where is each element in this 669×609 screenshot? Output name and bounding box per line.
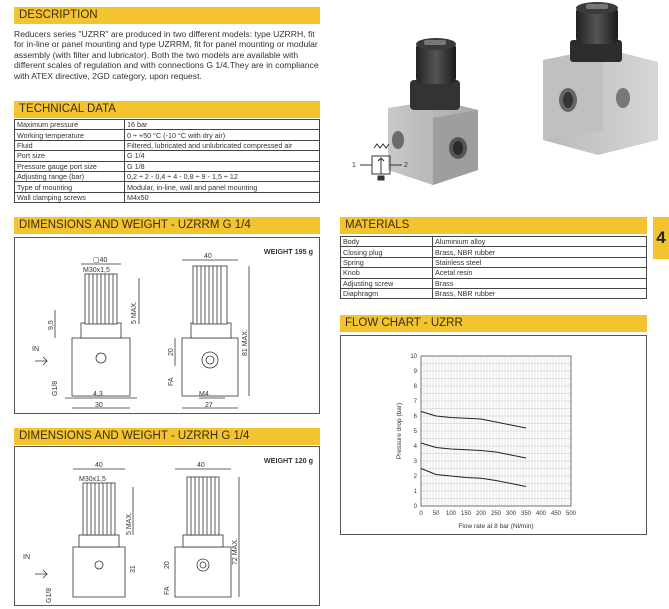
- description-header: DESCRIPTION: [14, 7, 320, 24]
- dimensions-uzrrm-header: DIMENSIONS AND WEIGHT - UZRRM G 1/4: [14, 217, 320, 234]
- dim-h-5max: 5 MAX.: [126, 512, 133, 535]
- dim-m-43: 4,3: [93, 391, 103, 398]
- y-tick-label: 9: [413, 369, 417, 375]
- mat-label: Diaphragm: [341, 288, 433, 298]
- technical-data-header: TECHNICAL DATA: [14, 101, 320, 118]
- tech-label: Adjusting range (bar): [15, 171, 125, 181]
- tech-row: [15, 151, 320, 161]
- section-tab: 4: [653, 217, 669, 259]
- dim-h-fa: FA: [164, 586, 171, 595]
- tech-label: Port size: [15, 151, 125, 161]
- dim-h-72max: 72 MAX.: [232, 538, 239, 565]
- x-tick-label: 350: [520, 511, 532, 517]
- tech-value: 0,2 ÷ 2 - 0,4 ÷ 4 - 0,8 ÷ 9 - 1,5 ÷ 12: [125, 171, 320, 181]
- dim-h-20: 20: [164, 561, 171, 569]
- dim-h-31: 31: [130, 565, 137, 573]
- mat-value: Stainless steel: [433, 257, 647, 267]
- x-tick-label: 500: [565, 511, 577, 517]
- dim-m-27: 27: [205, 402, 213, 409]
- tech-value: G 1/8: [125, 161, 320, 171]
- y-tick-label: 5: [413, 429, 417, 435]
- x-axis-label: Flow rate at 8 bar (Nl/min): [458, 523, 534, 530]
- y-tick-label: 0: [413, 504, 417, 510]
- description-text: Reducers series "UZRR" are produced in two different models: type UZRRH, fit for in-line or panel mounting and type UZRRM, fit for panel mounting or modular assembly (with filter and lubricator). Both the two models are available with different scales of regulation and with connections G 1/4.They are in compliance with ATEX directive, 2GD category, upon request.: [14, 29, 319, 81]
- symbol-port-1: 1: [352, 162, 356, 169]
- tech-label: Fluid: [15, 140, 125, 150]
- y-tick-label: 3: [413, 459, 417, 465]
- mat-label: Knob: [341, 268, 433, 278]
- dim-m-side-40: ▢40: [93, 257, 108, 264]
- weight-uzrrm: WEIGHT 195 g: [263, 247, 313, 256]
- mat-value: Acetal resin: [433, 268, 647, 278]
- mat-value: Brass: [433, 278, 647, 288]
- mat-label: Spring: [341, 257, 433, 267]
- x-tick-label: 400: [535, 511, 547, 517]
- dim-h-g18: G1/8: [46, 587, 53, 603]
- symbol-port-2: 2: [404, 162, 408, 169]
- dim-m-m4: M4: [199, 391, 209, 398]
- x-tick-label: 0: [419, 511, 423, 517]
- y-tick-label: 10: [410, 354, 417, 360]
- weight-uzrrh: WEIGHT 120 g: [263, 456, 313, 465]
- dim-h-front-40: 40: [197, 462, 205, 469]
- mat-label: Closing plug: [341, 247, 433, 257]
- dim-h-side-40: 40: [95, 462, 103, 469]
- tech-row: [15, 130, 320, 140]
- dim-m-in: IN: [32, 346, 39, 353]
- mat-label: Body: [341, 237, 433, 247]
- materials-header: MATERIALS: [340, 217, 647, 234]
- mat-value: Brass, NBR rubber: [433, 288, 647, 298]
- x-tick-label: 150: [460, 511, 472, 517]
- tech-row: [15, 140, 320, 150]
- tech-label: Pressure gauge port size: [15, 161, 125, 171]
- mat-value: Aluminium alloy: [433, 237, 647, 247]
- tech-row: [15, 161, 320, 171]
- flow-series-line: [421, 469, 526, 487]
- tech-label: Working temperature: [15, 130, 125, 140]
- tech-label: Maximum pressure: [15, 120, 125, 130]
- x-tick-label: 450: [550, 511, 562, 517]
- product-photo: [338, 0, 669, 205]
- flow-chart: [341, 336, 648, 536]
- flow-series-line: [421, 443, 526, 458]
- dim-m-30: 30: [95, 402, 103, 409]
- tech-value: Filtered, lubricated and unlubricated compressed air: [125, 140, 320, 150]
- x-tick-label: 50: [432, 511, 440, 517]
- y-tick-label: 1: [413, 489, 417, 495]
- flow-chart-panel: [340, 335, 647, 535]
- x-tick-label: 200: [475, 511, 487, 517]
- dim-m-fa: FA: [168, 377, 175, 386]
- dim-m-95: 9,5: [48, 320, 55, 330]
- tech-value: Modular, in-line, wall and panel mounting: [125, 182, 320, 192]
- dim-m-81max: 81 MAX.: [242, 329, 249, 356]
- dim-h-thread: M30x1,5: [79, 476, 106, 483]
- dim-m-thread: M30x1,5: [83, 267, 110, 274]
- x-tick-label: 250: [490, 511, 502, 517]
- technical-data-table: [14, 119, 320, 203]
- tech-label: Type of mounting: [15, 182, 125, 192]
- tech-value: 0 ÷ +50 °C (-10 °C with dry air): [125, 130, 320, 140]
- dim-m-20: 20: [168, 348, 175, 356]
- tech-row: [15, 182, 320, 192]
- mat-row: [341, 247, 647, 257]
- flow-chart-header: FLOW CHART - UZRR: [340, 315, 647, 332]
- dim-h-in: IN: [23, 554, 30, 561]
- dimensions-uzrrh-header: DIMENSIONS AND WEIGHT - UZRRH G 1/4: [14, 428, 320, 445]
- mat-row: [341, 257, 647, 267]
- y-axis-label: Pressure drop (bar): [396, 402, 403, 460]
- tech-value: G 1/4: [125, 151, 320, 161]
- mat-value: Brass, NBR rubber: [433, 247, 647, 257]
- tech-row: [15, 192, 320, 202]
- tech-row: [15, 171, 320, 181]
- y-tick-label: 2: [413, 474, 417, 480]
- mat-row: [341, 278, 647, 288]
- x-tick-label: 100: [445, 511, 457, 517]
- dimensions-uzrrm-drawing: [14, 237, 320, 414]
- y-tick-label: 7: [413, 399, 417, 405]
- tech-label: Wall clamping screws: [15, 192, 125, 202]
- dim-m-g18: G1/8: [52, 380, 59, 396]
- y-tick-label: 4: [413, 444, 417, 450]
- tech-value: M4x50: [125, 192, 320, 202]
- tech-value: 16 bar: [125, 120, 320, 130]
- dim-m-front-40: 40: [204, 253, 212, 260]
- mat-row: [341, 237, 647, 247]
- dim-m-5max: 5 MAX.: [131, 301, 138, 324]
- mat-row: [341, 288, 647, 298]
- materials-table: [340, 236, 647, 299]
- flow-series-line: [421, 412, 526, 429]
- regulator-uzrrm-photo: [543, 2, 658, 155]
- tech-row: [15, 120, 320, 130]
- mat-label: Adjusting screw: [341, 278, 433, 288]
- regulator-uzrrh-photo: [388, 38, 478, 185]
- y-tick-label: 8: [413, 384, 417, 390]
- mat-row: [341, 268, 647, 278]
- x-tick-label: 300: [505, 511, 517, 517]
- dimensions-uzrrh-drawing: [14, 446, 320, 606]
- y-tick-label: 6: [413, 414, 417, 420]
